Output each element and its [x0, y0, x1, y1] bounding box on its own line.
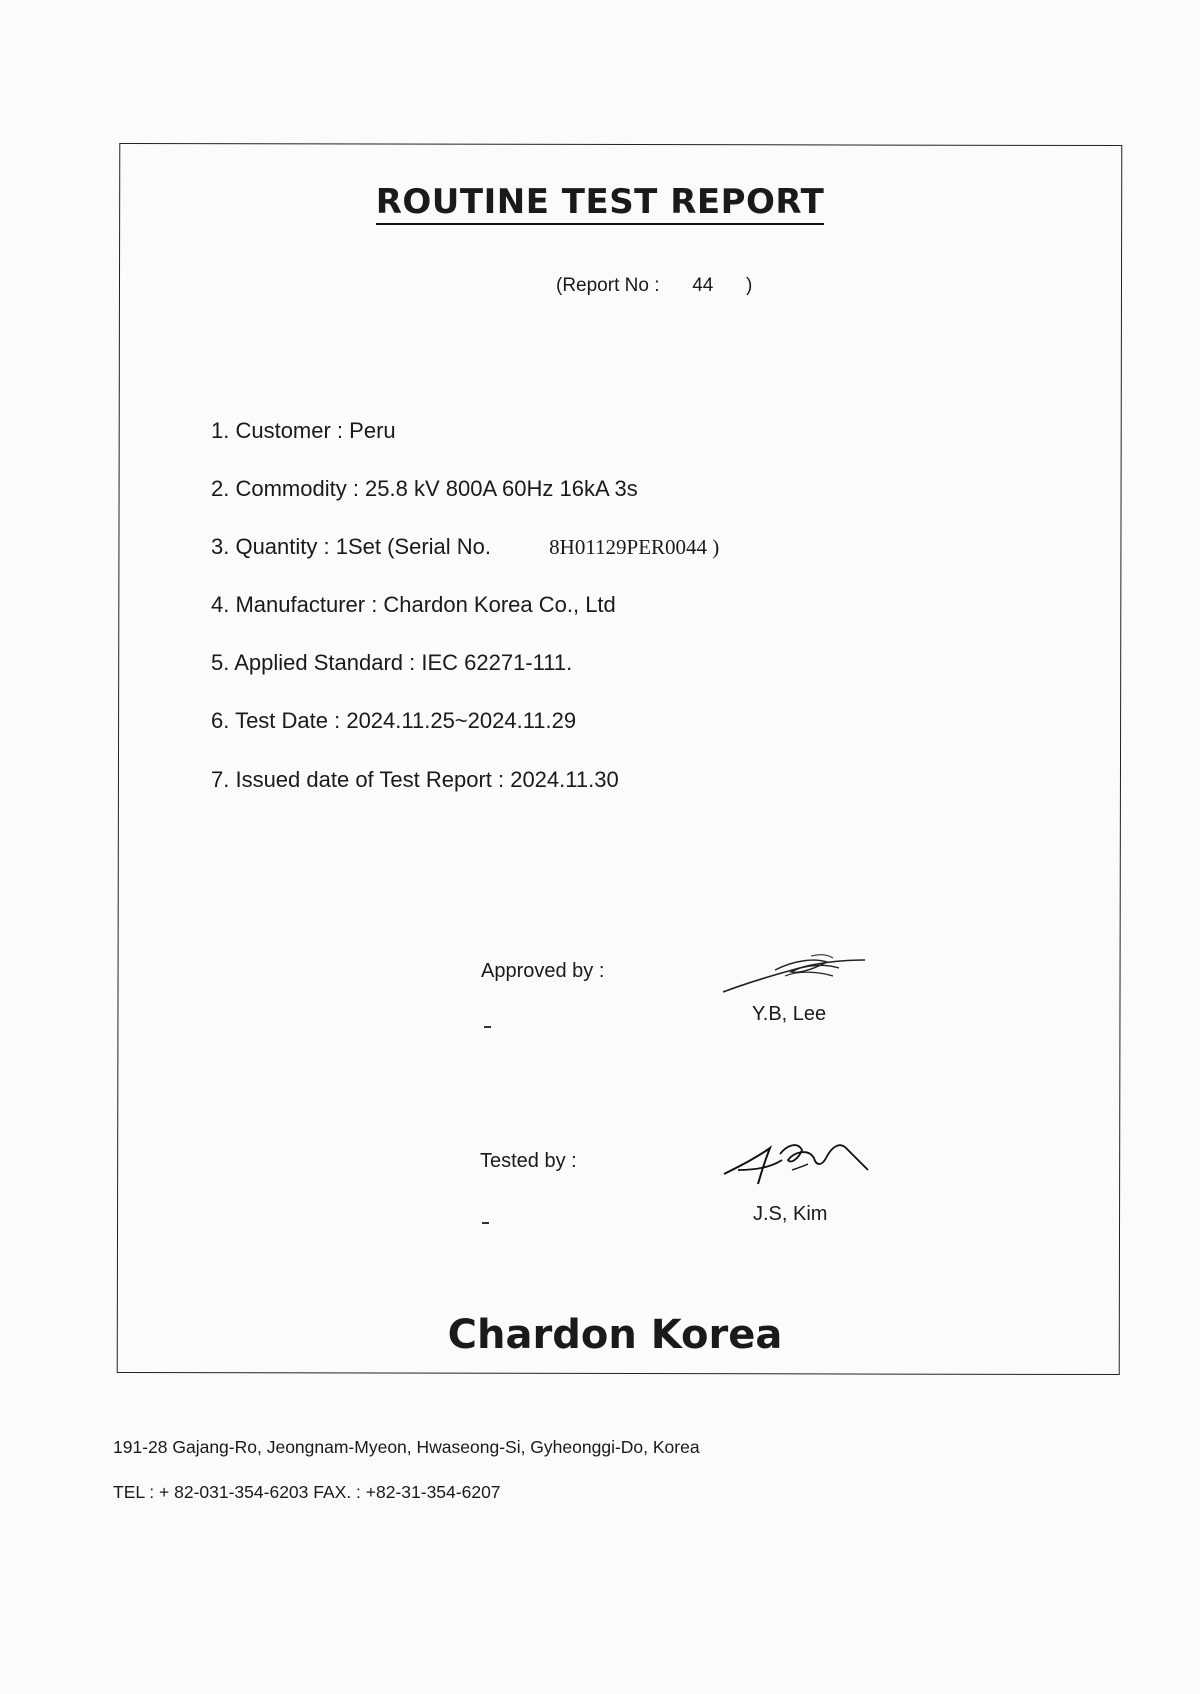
item-manufacturer: 4. Manufacturer : Chardon Korea Co., Ltd — [211, 592, 616, 617]
item-issued-date: 7. Issued date of Test Report : 2024.11.30 — [211, 767, 619, 792]
quantity-label: 3. Quantity : 1Set (Serial No. — [211, 534, 492, 559]
company-contact: TEL : + 82-031-354-6203 FAX. : +82-31-354-6207 — [113, 1482, 501, 1502]
tester-name: J.S, Kim — [753, 1203, 828, 1225]
company-address: 191-28 Gajang-Ro, Jeongnam-Myeon, Hwaseong-Si, Gyheonggi-Do, Korea — [113, 1437, 700, 1457]
report-title — [0, 182, 1200, 222]
item-customer: 1. Customer : Peru — [211, 418, 396, 443]
report-border — [117, 143, 1123, 1375]
report-title-text: ROUTINE TEST REPORT — [376, 182, 825, 225]
company-brand: Chardon Korea — [447, 1312, 783, 1358]
approved-by-mark — [484, 1026, 491, 1028]
tested-by-mark — [482, 1222, 489, 1224]
tested-by-label: Tested by : — [480, 1150, 577, 1172]
report-number — [556, 275, 752, 297]
report-no-close: ) — [746, 275, 753, 296]
approver-signature-icon — [715, 950, 870, 1000]
tester-signature-icon — [718, 1130, 878, 1190]
item-quantity — [211, 534, 719, 560]
approved-by-label: Approved by : — [481, 960, 605, 982]
item-commodity: 2. Commodity : 25.8 kV 800A 60Hz 16kA 3s — [211, 476, 638, 501]
approver-name: Y.B, Lee — [752, 1003, 827, 1025]
report-no-value: 44 — [692, 275, 714, 296]
report-no-label: (Report No : — [556, 275, 660, 296]
item-test-date: 6. Test Date : 2024.11.25~2024.11.29 — [211, 708, 577, 733]
item-standard: 5. Applied Standard : IEC 62271-111. — [211, 650, 573, 675]
serial-number: 8H01129PER0044 ) — [549, 535, 720, 559]
